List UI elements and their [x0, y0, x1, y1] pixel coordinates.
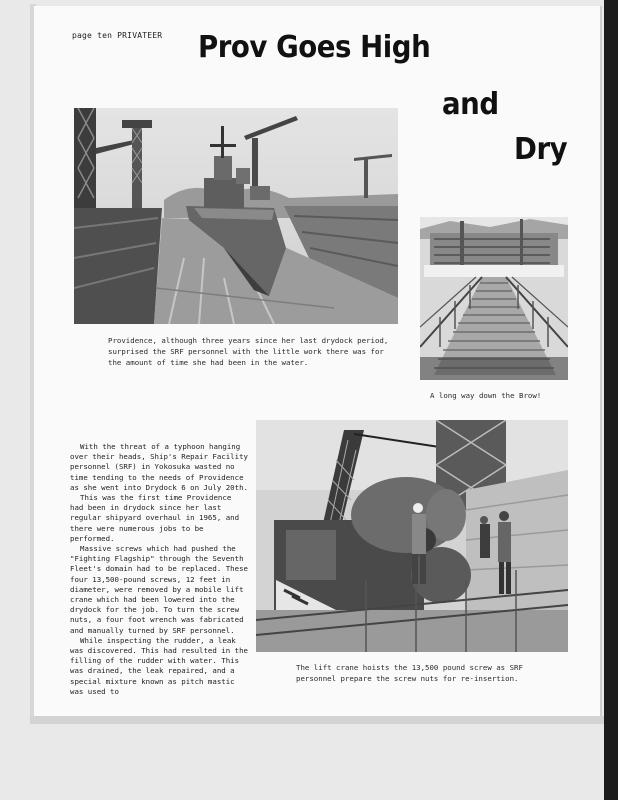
article-paragraph: With the threat of a typhoon hanging over their heads, Ship's Repair Facility personnel (SRF) in Yokosuka wasted no time tending to the needs of Providence as she went into Drydock 6 on July 20th.: [70, 442, 248, 492]
lift-crane-photo: [256, 420, 568, 652]
top-photo-caption: [108, 335, 398, 368]
caption-line: the amount of time she had been in the water.: [108, 358, 309, 367]
caption-line: Providence, although three years since her last drydock period,: [108, 336, 389, 345]
brow-photo-caption: A long way down the Brow!: [430, 391, 542, 400]
caption-line: surprised the SRF personnel with the little work there was for: [108, 347, 384, 356]
article-paragraph: Massive screws which had pushed the "Fighting Flagship" through the Seventh Fleet's domain had to be replaced. These four 13,500-pound screws, 12 feet in diameter, were removed by a mobile lift crane which had been lowered into the drydock for the job. To turn the screw nuts, a four foot wrench was fabricated and manually turned by SRF personnel.: [70, 544, 248, 635]
headline-line-3: Dry: [514, 132, 568, 167]
caption-line: personnel prepare the screw nuts for re-insertion.: [296, 674, 519, 683]
article-paragraph: While inspecting the rudder, a leak was discovered. This had resulted in the filling of the rudder with water. This was drained, the leak repaired, and a special mixture known as pitch mastic was used to: [70, 635, 248, 696]
page-bottom-edge: [30, 716, 604, 724]
headline-line-2: and: [442, 87, 499, 122]
scan-dark-edge: [604, 0, 618, 800]
brow-gangway-photo: [420, 217, 568, 380]
drydock-ship-photo: [74, 108, 398, 324]
crane-photo-caption: [296, 662, 568, 684]
article-body: [70, 442, 248, 697]
headline-line-1: Prov Goes High: [198, 30, 431, 65]
caption-line: The lift crane hoists the 13,500 pound screw as SRF: [296, 663, 523, 672]
article-paragraph: This was the first time Providence had been in drydock since her last regular shipyard overhaul in 1965, and there were numerous jobs to be performed.: [70, 493, 240, 543]
page-header: page ten PRIVATEER: [72, 31, 163, 40]
